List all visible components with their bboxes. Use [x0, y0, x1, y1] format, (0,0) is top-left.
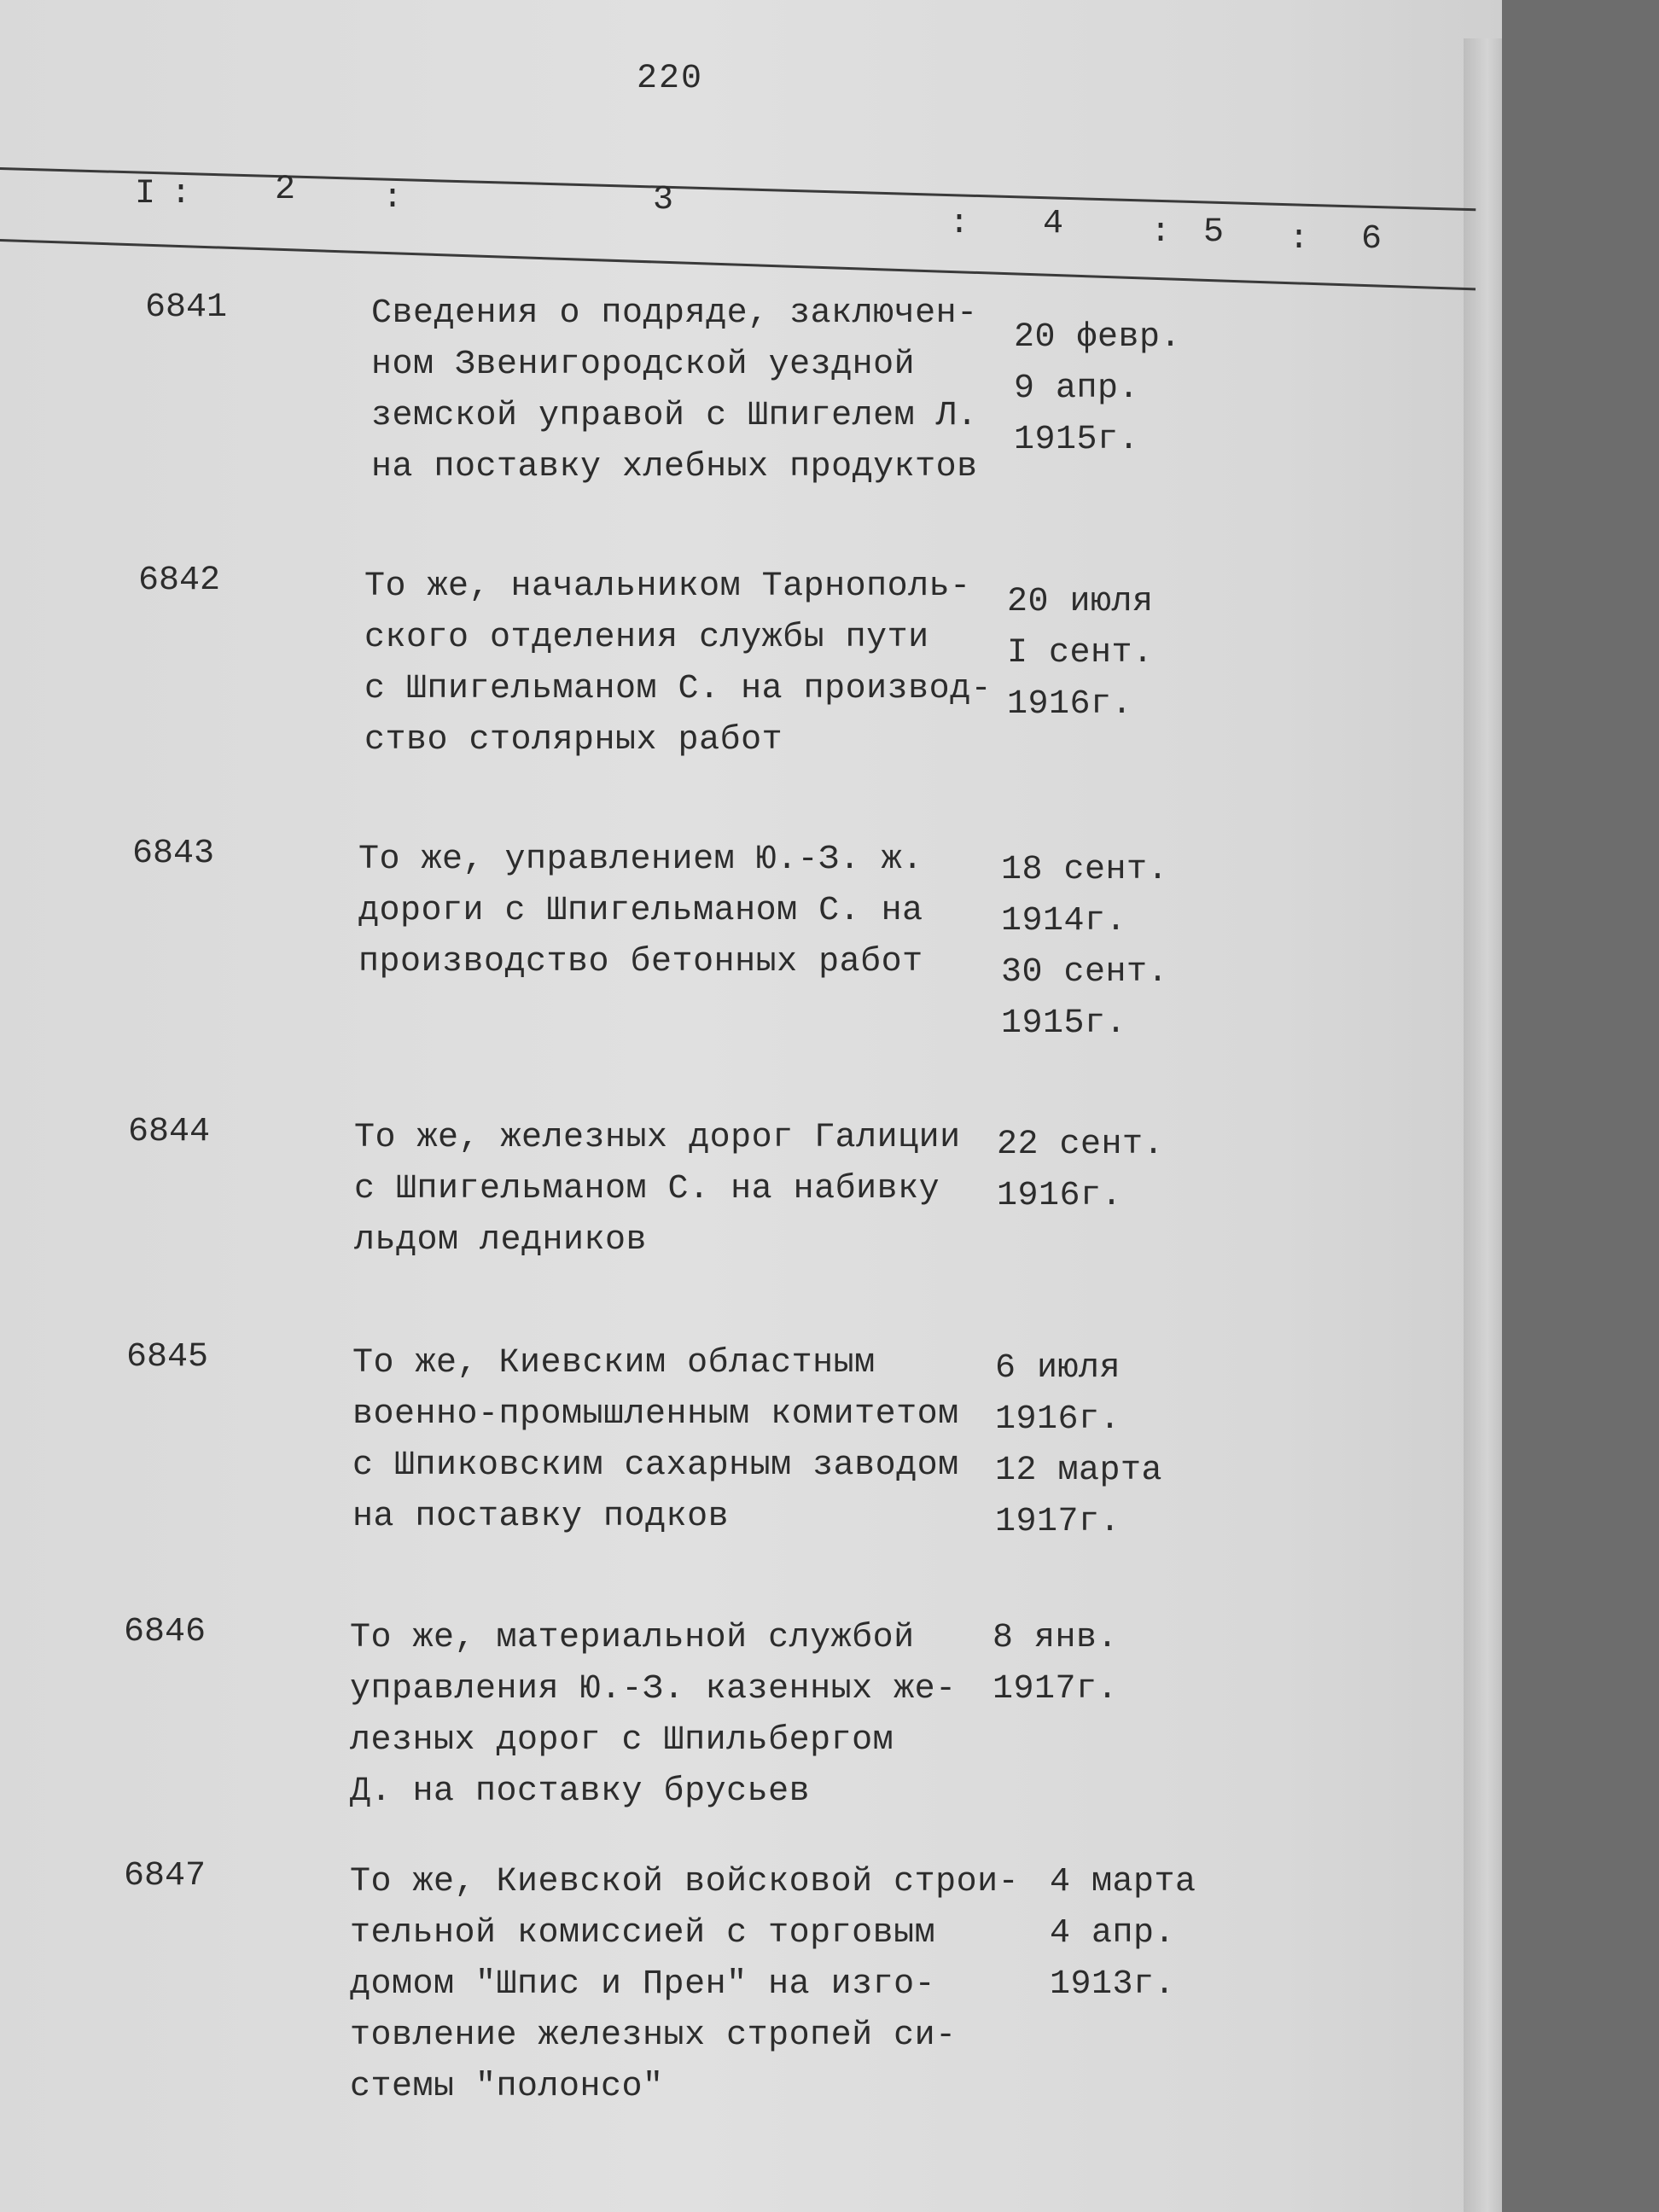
entry-description [350, 1857, 1033, 2113]
page-number: 220 [637, 60, 704, 98]
description-line: тельной комиссией с торговым [350, 1914, 936, 1953]
entry-dates [995, 1343, 1251, 1548]
description-line: с Шпигельманом С. на набивку [354, 1170, 940, 1208]
description-line: домом "Шпис и Прен" на изго- [350, 1965, 936, 2004]
description-line: Сведения о подряде, заключен- [371, 294, 978, 333]
date-line: 1916г. [997, 1177, 1123, 1215]
column-separator: : [1150, 213, 1172, 252]
date-line: 30 сент. [1001, 953, 1169, 992]
entry-dates [1050, 1857, 1306, 2011]
date-line: 1913г. [1050, 1965, 1176, 2004]
description-line: земской управой с Шпигелем Л. [371, 397, 978, 435]
description-line: военно-промышленным комитетом [352, 1395, 959, 1434]
column-header-4: 4 [1043, 205, 1064, 243]
column-header-1: I [135, 175, 156, 213]
entry-dates [1014, 312, 1270, 466]
date-line: 4 апр. [1050, 1914, 1176, 1953]
description-line: ского отделения службы пути [364, 619, 929, 657]
entry-description [364, 562, 1047, 766]
description-line: То же, материальной службой [350, 1619, 915, 1657]
column-header-2: 2 [275, 171, 296, 209]
column-header-3: 3 [653, 181, 674, 219]
date-line: 22 сент. [997, 1126, 1165, 1164]
column-separator: : [949, 205, 970, 243]
column-separator: : [171, 175, 192, 213]
description-line: на поставку подков [352, 1498, 730, 1536]
description-line: управления Ю.-З. казенных же- [350, 1670, 957, 1708]
entry-number: 6845 [126, 1338, 209, 1377]
column-header-6: 6 [1361, 220, 1382, 259]
date-line: 4 марта [1050, 1863, 1196, 1901]
date-line: 12 марта [995, 1452, 1163, 1490]
entry-description [358, 835, 1041, 988]
date-line: 1917г. [992, 1670, 1119, 1708]
column-header-5: 5 [1203, 213, 1225, 252]
description-line: То же, Киевским областным [352, 1344, 876, 1382]
date-line: I сент. [1007, 634, 1154, 672]
description-line: Д. на поставку брусьев [350, 1773, 811, 1811]
description-line: То же, управлением Ю.-З. ж. [358, 841, 923, 879]
date-line: 1916г. [995, 1400, 1121, 1439]
entry-dates [1007, 577, 1263, 731]
description-line: То же, начальником Тарнополь- [364, 568, 971, 606]
description-line: ство столярных работ [364, 721, 783, 760]
entry-dates [1001, 845, 1257, 1050]
date-line: 6 июля [995, 1349, 1121, 1388]
description-line: на поставку хлебных продуктов [371, 448, 978, 486]
column-separator: : [382, 179, 404, 218]
date-line: 20 февр. [1014, 318, 1182, 357]
date-line: 1916г. [1007, 685, 1133, 724]
entry-description [371, 288, 1054, 493]
entry-number: 6844 [128, 1113, 211, 1151]
description-line: ном Звенигородской уездной [371, 346, 916, 384]
entry-number: 6842 [138, 562, 221, 600]
description-line: дороги с Шпигельманом С. на [358, 892, 923, 930]
date-line: 1915г. [1001, 1004, 1127, 1043]
description-line: с Шпиковским сахарным заводом [352, 1447, 959, 1485]
description-line: То же, железных дорог Галиции [354, 1119, 961, 1157]
column-separator: : [1289, 220, 1310, 259]
description-line: льдом ледников [354, 1221, 648, 1260]
entry-dates [997, 1120, 1253, 1222]
description-line: лезных дорог с Шпильбергом [350, 1721, 894, 1760]
date-line: 8 янв. [992, 1619, 1119, 1657]
date-line: 1914г. [1001, 902, 1127, 940]
date-line: 20 июля [1007, 583, 1154, 621]
entry-number: 6846 [124, 1613, 207, 1651]
entry-description [354, 1113, 1037, 1266]
entry-number: 6841 [145, 288, 228, 327]
description-line: товление железных стропей си- [350, 2017, 957, 2055]
entry-description [350, 1613, 1033, 1818]
entry-dates [992, 1613, 1249, 1715]
description-line: с Шпигельманом С. на производ- [364, 670, 992, 708]
date-line: 1917г. [995, 1503, 1121, 1541]
description-line: стемы "полонсо" [350, 2068, 664, 2106]
entry-number: 6843 [132, 835, 215, 873]
entry-description [352, 1338, 1035, 1543]
description-line: То же, Киевской войсковой строи- [350, 1863, 1020, 1901]
date-line: 9 апр. [1014, 370, 1140, 408]
date-line: 18 сент. [1001, 851, 1169, 889]
date-line: 1915г. [1014, 421, 1140, 459]
description-line: производство бетонных работ [358, 943, 923, 981]
entry-number: 6847 [124, 1857, 207, 1895]
